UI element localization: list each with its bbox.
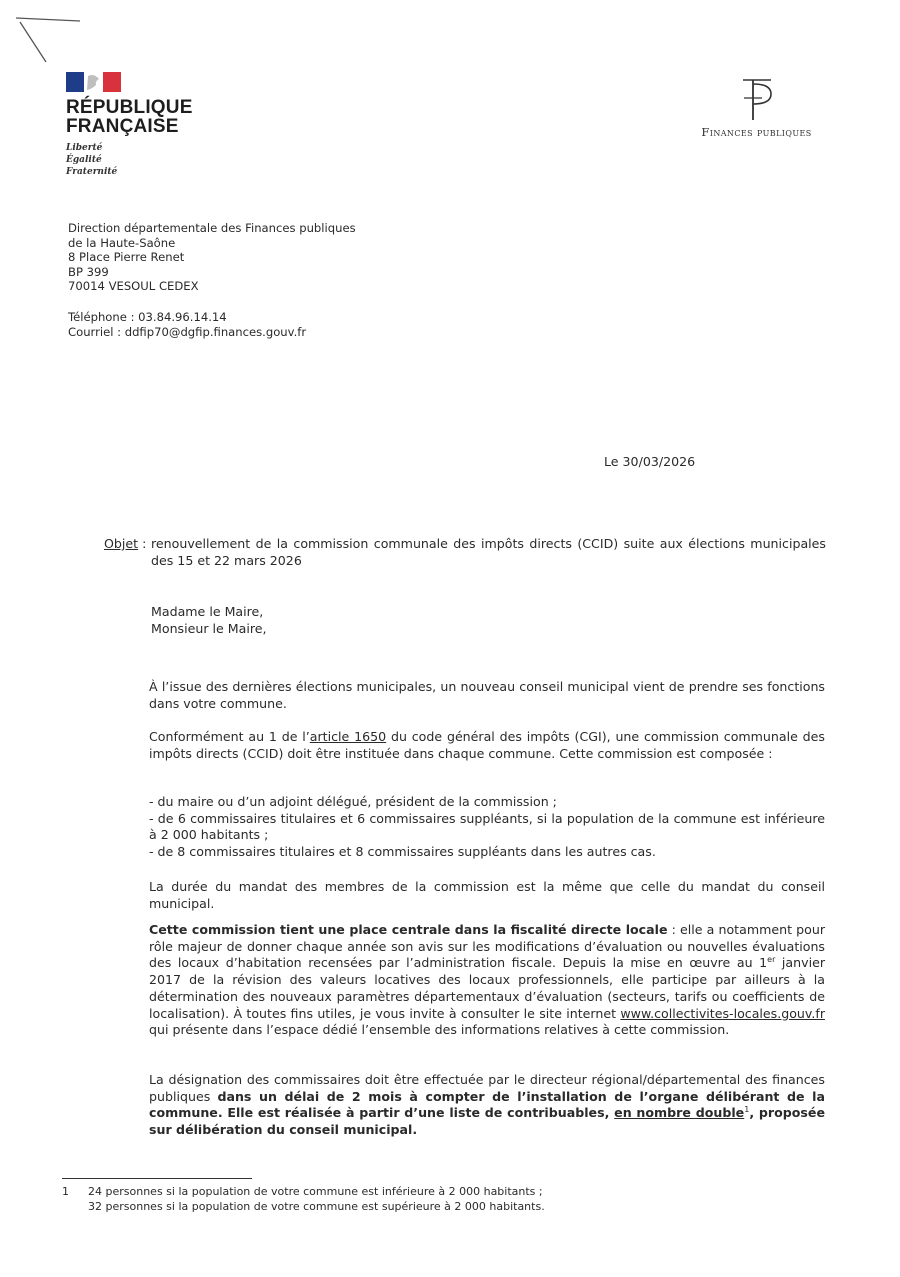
subject-line	[104, 536, 826, 568]
motto-egalite: Égalité	[66, 155, 102, 165]
subject-separator: :	[138, 536, 147, 551]
paragraph-article-1650	[149, 729, 825, 762]
bold-underlined-text: en nombre double	[614, 1105, 745, 1121]
finances-publiques-text: Finances publiques	[701, 125, 812, 139]
article-1650-link[interactable]: article 1650	[309, 729, 387, 744]
superscript: er	[767, 955, 776, 965]
republique-line: RÉPUBLIQUE	[66, 97, 193, 118]
motto-fraternite: Fraternité	[66, 167, 118, 177]
sender-line: Direction départementale des Finances publiques	[68, 221, 356, 235]
paragraph-text: qui présente dans l’espace dédié l’ensemble des informations relatives à cette commission.	[149, 1022, 730, 1038]
footnote-line: 32 personnes si la population de votre commune est supérieure à 2 000 habitants.	[88, 1199, 545, 1213]
paragraph-text: janvier 2017 de la révision des valeurs locatives des locaux professionnels, elle participe par ailleurs à la détermination des nouveaux paramètres départementaux d’évaluation (secteurs, tarifs ou coefficients de localisation). À toutes fins utiles, je vous invite à consulter le site internet	[149, 955, 825, 1021]
paragraph-text: À l’issue des dernières élections municipales, un nouveau conseil municipal vient de prendre ses fonctions dans votre commune.	[149, 679, 825, 711]
republique-francaise-logo	[66, 72, 196, 178]
paragraph-text: Conformément au 1 de l’	[149, 729, 310, 744]
finances-publiques-mark-icon	[740, 74, 774, 122]
subject-label: Objet	[104, 536, 139, 551]
sender-address	[68, 221, 448, 294]
list-item: - du maire ou d’un adjoint délégué, président de la commission ;	[149, 794, 557, 809]
bold-statement: Cette commission tient une place centrale dans la fiscalité directe locale	[149, 922, 668, 937]
letter-date: Le 30/03/2026	[604, 454, 696, 469]
bold-statement: , proposée sur délibération du conseil municipal.	[149, 1105, 825, 1138]
paragraph-role	[149, 922, 825, 1039]
bold-statement: dans un délai de 2 mois à compter de l’installation de l’organe délibérant de la commune. Elle est réalisée à partir d’une liste de contribuables,	[149, 1088, 825, 1121]
footnote-reference[interactable]: 1	[744, 1105, 750, 1115]
list-item: - de 6 commissaires titulaires et 6 commissaires suppléants, si la population de la commune est inférieure à 2 000 habitants ;	[149, 810, 825, 843]
sender-contact	[68, 310, 448, 339]
footnote-divider	[62, 1178, 252, 1179]
subject-text: renouvellement de la commission communale des impôts directs (CCID) suite aux élections municipales des 15 et 22 mars 2026	[151, 536, 826, 568]
sender-line: 8 Place Pierre Renet	[68, 250, 185, 265]
salutation-line: Madame le Maire,	[151, 604, 264, 619]
paragraph-text: La durée du mandat des membres de la commission est la même que celle du mandat du conseil municipal.	[149, 879, 825, 911]
francaise-line: FRANÇAISE	[66, 116, 179, 137]
collectivites-locales-link[interactable]: www.collectivites-locales.gouv.fr	[620, 1005, 825, 1021]
email-address: Courriel : ddfip70@dgfip.finances.gouv.fr	[68, 324, 307, 339]
motto-liberte: Liberté	[66, 143, 103, 153]
marianne-flag-icon	[66, 72, 121, 92]
footnote-line: 24 personnes si la population de votre commune est inférieure à 2 000 habitants ;	[88, 1185, 543, 1198]
paragraph-text: du code général des impôts (CGI), une commission communale des impôts directs (CCID) doit être instituée dans chaque commune. Cette commission est composée :	[149, 729, 825, 761]
finances-publiques-logo	[684, 74, 829, 139]
composition-list	[149, 794, 825, 861]
paragraph-text: La désignation des commissaires doit être effectuée par le directeur régional/départemental des finances publiques	[149, 1072, 825, 1104]
phone-number: Téléphone : 03.84.96.14.14	[68, 310, 227, 324]
pen-mark	[14, 14, 94, 74]
paragraph-text: : elle a notamment pour rôle majeur de donner chaque année son avis sur les modifications d’évaluation ou nouvelles évaluations des locaux d’habitation recensées par l’administration fiscale. Depuis la mise en œuvre au 1	[149, 922, 826, 971]
paragraph-designation	[149, 1072, 825, 1139]
paragraph-intro	[149, 679, 825, 712]
sender-line: 70014 VESOUL CEDEX	[68, 279, 199, 294]
list-item: - de 8 commissaires titulaires et 8 commissaires suppléants dans les autres cas.	[149, 844, 656, 860]
motto	[66, 142, 196, 178]
paragraph-mandate	[149, 879, 825, 912]
sender-line: de la Haute-Saône	[68, 235, 176, 250]
sender-line: BP 399	[68, 264, 109, 279]
salutation-line: Monsieur le Maire,	[151, 621, 267, 636]
salutation	[151, 603, 551, 637]
footnote-number: 1	[62, 1185, 69, 1198]
